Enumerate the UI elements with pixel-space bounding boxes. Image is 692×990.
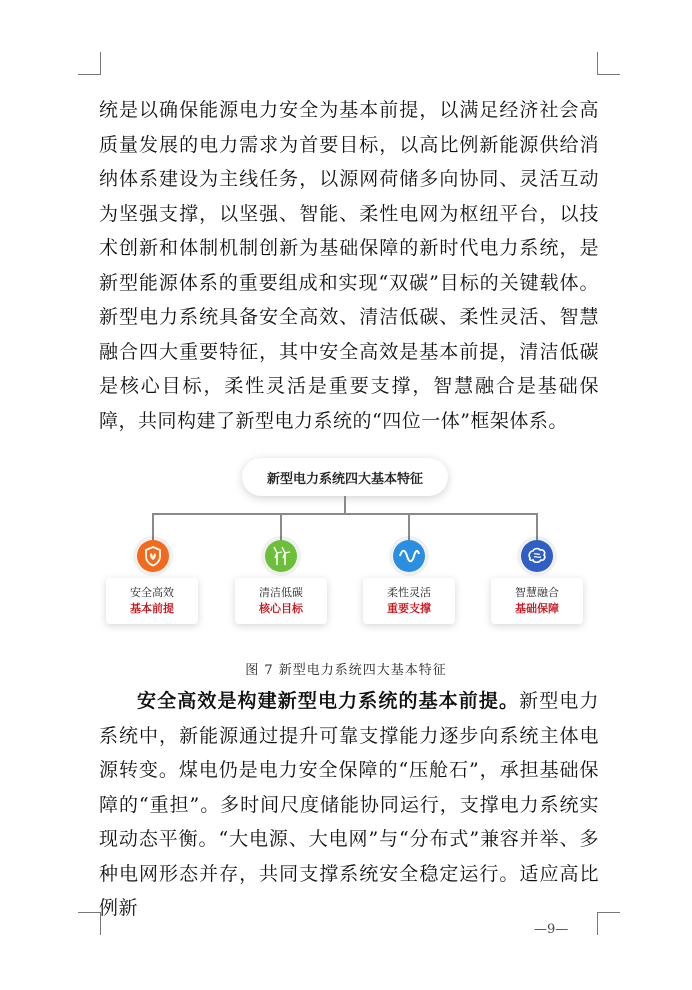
feature-card-2 — [235, 578, 327, 624]
connector-branch-4 — [536, 513, 538, 541]
feature-role: 基础保障 — [515, 602, 559, 615]
diagram-title: 新型电力系统四大基本特征 — [242, 458, 448, 496]
connector-bar — [152, 513, 537, 515]
body-paragraph-1: 统是以确保能源电力安全为基本前提，以满足经济社会高质量发展的电力需求为首要目标，以高比例新能源供给消纳体系建设为主线任务，以源网荷储多向协同、灵活互动为坚强支撑，以坚强、智能、柔性电网为枢纽平台，以技术创新和体制机制创新为基础保障的新时代电力系统，是新型能源体系的重要组成和实现“双碳”目标的关键载体。新型电力系统具备安全高效、清洁低碳、柔性灵活、智慧融合四大重要特征，其中安全高效是基本前提，清洁低碳是核心目标，柔性灵活是重要支撑，智慧融合是基础保障，共同构建了新型电力系统的“四位一体”框架体系。 — [99, 99, 599, 432]
feature-card-3 — [363, 578, 455, 624]
feature-name: 清洁低碳 — [259, 586, 303, 599]
connector-branch-3 — [408, 513, 410, 541]
connector-branch-1 — [152, 513, 154, 541]
feature-role: 重要支撑 — [387, 602, 431, 615]
paragraph-lead: 安全高效是构建新型电力系统的基本前提。 — [137, 690, 520, 712]
feature-role: 核心目标 — [259, 602, 303, 615]
brain-icon — [521, 540, 553, 572]
body-paragraph-2 — [99, 684, 599, 926]
feature-diagram — [100, 448, 590, 638]
feature-role: 基本前提 — [130, 602, 174, 615]
page-number: —9— — [534, 922, 569, 937]
shield-leaf-icon — [137, 540, 169, 572]
crop-mark-top-left — [78, 52, 101, 75]
paragraph-text: 新型电力系统中，新能源通过提升可靠支撑能力逐步向系统主体电源转变。煤电仍是电力安全保障的“压舱石”，承担基础保障的“重担”。多时间尺度储能协同运行，支撑电力系统实现动态平衡。“大电源、大电网”与“分布式”兼容并举、多种电网形态并存，共同支撑系统安全稳定运行。适应高比例新 — [99, 690, 599, 919]
connector-trunk — [344, 496, 346, 513]
wind-turbine-icon — [265, 540, 297, 572]
feature-name: 柔性灵活 — [387, 586, 431, 599]
feature-name: 安全高效 — [130, 586, 174, 599]
feature-card-1 — [106, 578, 198, 624]
feature-name: 智慧融合 — [515, 586, 559, 599]
crop-mark-top-right — [597, 52, 620, 75]
feature-card-4 — [491, 578, 583, 624]
connector-branch-2 — [280, 513, 282, 541]
figure-caption: 图 7 新型电力系统四大基本特征 — [245, 663, 447, 678]
crop-mark-bottom-right — [597, 912, 620, 935]
crop-mark-bottom-left — [78, 912, 101, 935]
sine-wave-icon — [393, 540, 425, 572]
